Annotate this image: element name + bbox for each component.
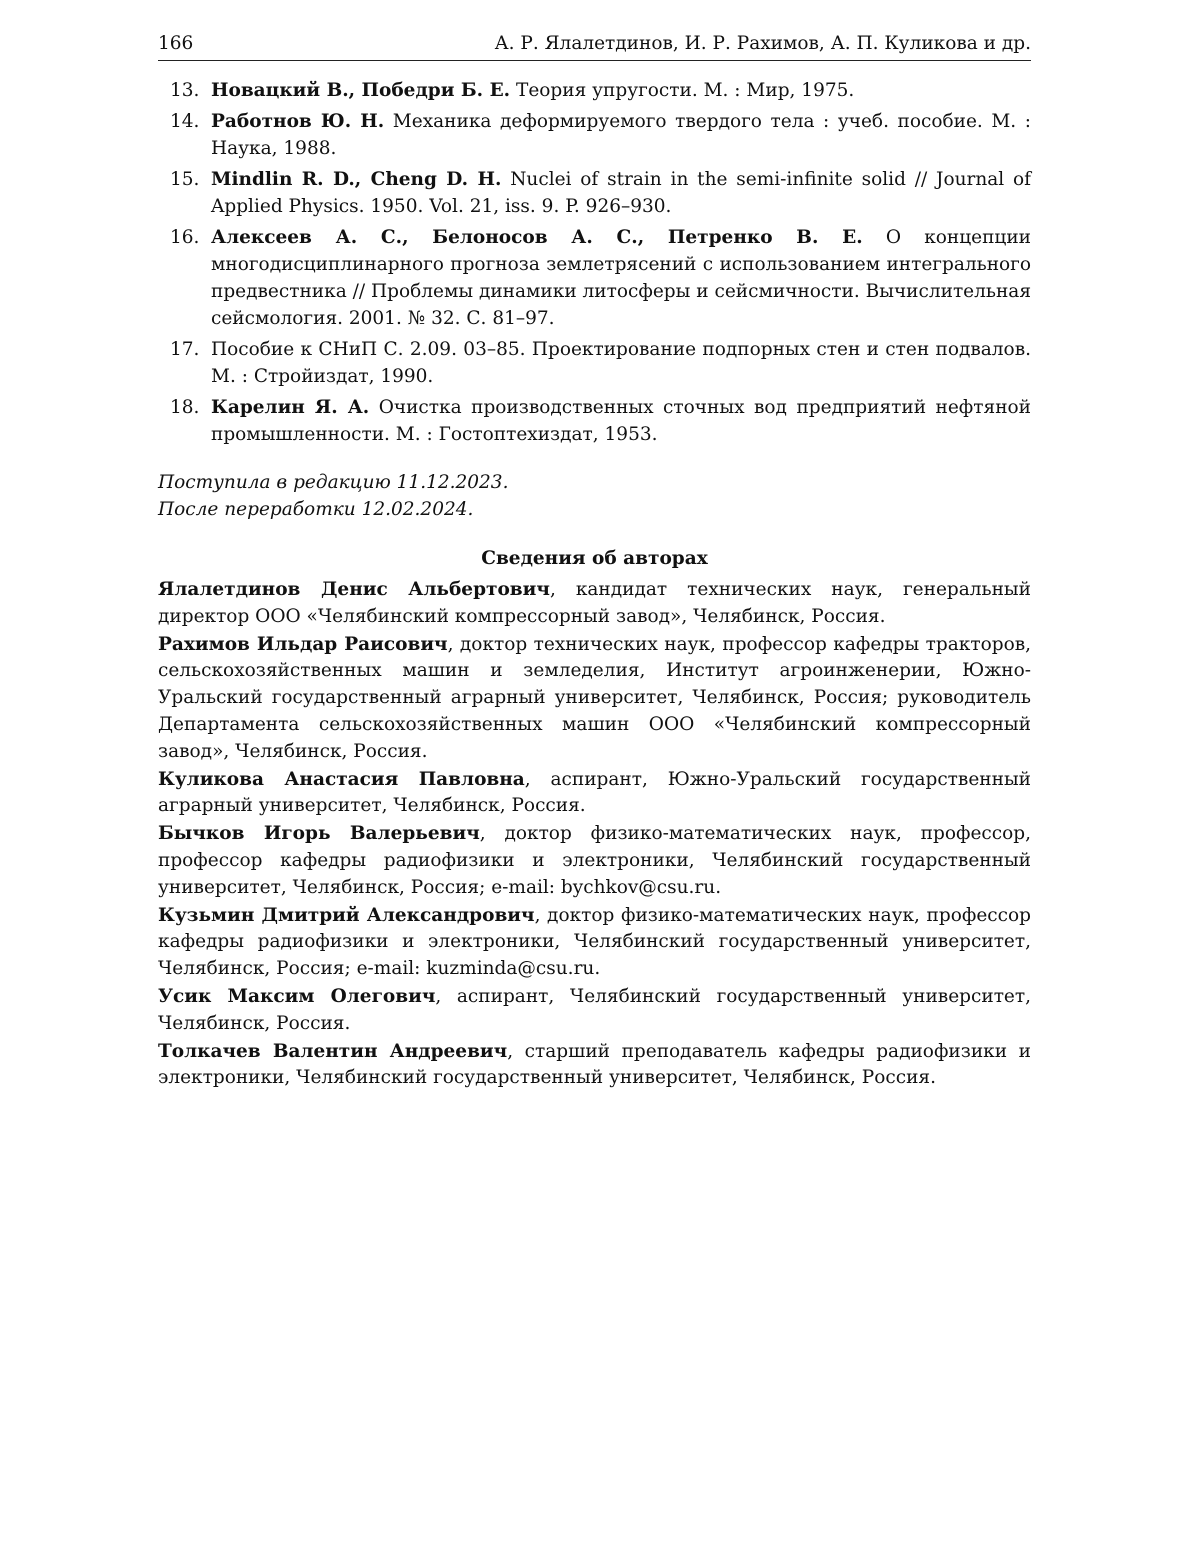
author-entry [158,632,1031,766]
reference-authors: Алексеев А. С., Белоносов А. С., Петренко В. Е. [211,227,863,248]
author-entry [158,577,1031,631]
reference-number: 14. [170,111,200,132]
reference-item [158,224,1031,332]
reference-list [158,77,1031,448]
author-name: Ялалетдинов Денис Альбертович [158,579,550,600]
revised-date: После переработки 12.02.2024. [158,499,474,520]
author-info: , доктор физико-математических наук, профессор кафедры радиофизики и электроники, Челябинский государственный университет, Челябинск, Россия; e-mail: kuzminda@csu.ru. [158,904,1031,980]
author-info: , кандидат технических наук, генеральный директор ООО «Челябинский компрессорный завод», Челябинск, Россия. [158,579,1031,627]
author-info: , аспирант, Южно-Уральский государственный аграрный университет, Челябинск, Россия. [158,768,1031,817]
authors-section-title: Сведения об авторах [481,548,708,569]
author-info: , аспирант, Челябинский государственный университет, Челябинск, Россия. [158,985,1031,1034]
authors-list [158,577,1031,1092]
reference-item [158,77,1031,104]
reference-authors: Mindlin R. D., Cheng D. H. [211,169,502,190]
reference-number: 17. [170,339,200,360]
author-name: Усик Максим Олегович [158,985,436,1007]
author-info: , старший преподаватель кафедры радиофизики и электроники, Челябинский государственный университет, Челябинск, Россия. [158,1040,1031,1089]
author-name: Рахимов Ильдар Раисович [158,633,448,655]
submission-dates [158,469,1031,523]
author-entry [158,767,1031,821]
author-name: Толкачев Валентин Андреевич [158,1040,508,1062]
author-name: Бычков Игорь Валерьевич [158,823,480,845]
page-number: 166 [158,33,194,54]
running-header [158,30,1031,61]
received-date: Поступила в редакцию 11.12.2023. [158,472,509,493]
reference-text: Теория упругости. М. : Мир, 1975. [510,80,855,101]
author-name: Кузьмин Дмитрий Александрович [158,904,535,926]
reference-number: 13. [170,80,200,101]
author-entry [158,1039,1031,1093]
reference-item [158,394,1031,448]
author-info: , доктор технических наук, профессор кафедры тракторов, сельскохозяйственных машин и земледелия, Институт агроинженерии, Южно-Уральский государственный аграрный университет, Челябинск, Россия; руководитель Департамента сельскохозяйственных машин ООО «Челябинский компрессорный завод», Челябинск, Россия. [158,633,1031,762]
author-entry [158,903,1031,983]
reference-item [158,166,1031,220]
reference-text: Очистка производственных сточных вод предприятий нефтяной промышленности. М. : Гостоптехиздат, 1953. [211,397,1031,445]
reference-authors: Работнов Ю. Н. [211,111,385,132]
journal-page [158,30,1031,1093]
reference-item [158,108,1031,162]
author-entry [158,984,1031,1038]
reference-authors: Новацкий В., Победри Б. Е. [211,80,511,101]
author-entry [158,821,1031,901]
reference-text: Механика деформируемого твердого тела : учеб. пособие. М. : Наука, 1988. [211,111,1031,159]
reference-text: О концепции многодисциплинарного прогноза землетрясений с использованием интегрального предвестника // Проблемы динамики литосферы и сейсмичности. Вычислительная сейсмология. 2001. № 32. С. 81–97. [211,227,1031,329]
reference-text: Nuclei of strain in the semi-infinite solid // Journal of Applied Physics. 1950. Vol. 21, iss. 9. P. 926–930. [211,169,1031,217]
reference-number: 18. [170,397,200,418]
reference-text: Пособие к СНиП С. 2.09. 03–85. Проектирование подпорных стен и стен подвалов. М. : Стройиздат, 1990. [211,339,1031,387]
reference-number: 15. [170,169,200,190]
reference-item [158,336,1031,390]
author-info: , доктор физико-математических наук, профессор, профессор кафедры радиофизики и электроники, Челябинский государственный университет, Челябинск, Россия; e-mail: bychkov@csu.ru. [158,823,1032,898]
author-name: Куликова Анастасия Павловна [158,768,525,790]
reference-authors: Карелин Я. А. [211,397,370,418]
reference-number: 16. [170,227,200,248]
running-title: А. Р. Ялалетдинов, И. Р. Рахимов, А. П. Куликова и др. [494,33,1031,54]
